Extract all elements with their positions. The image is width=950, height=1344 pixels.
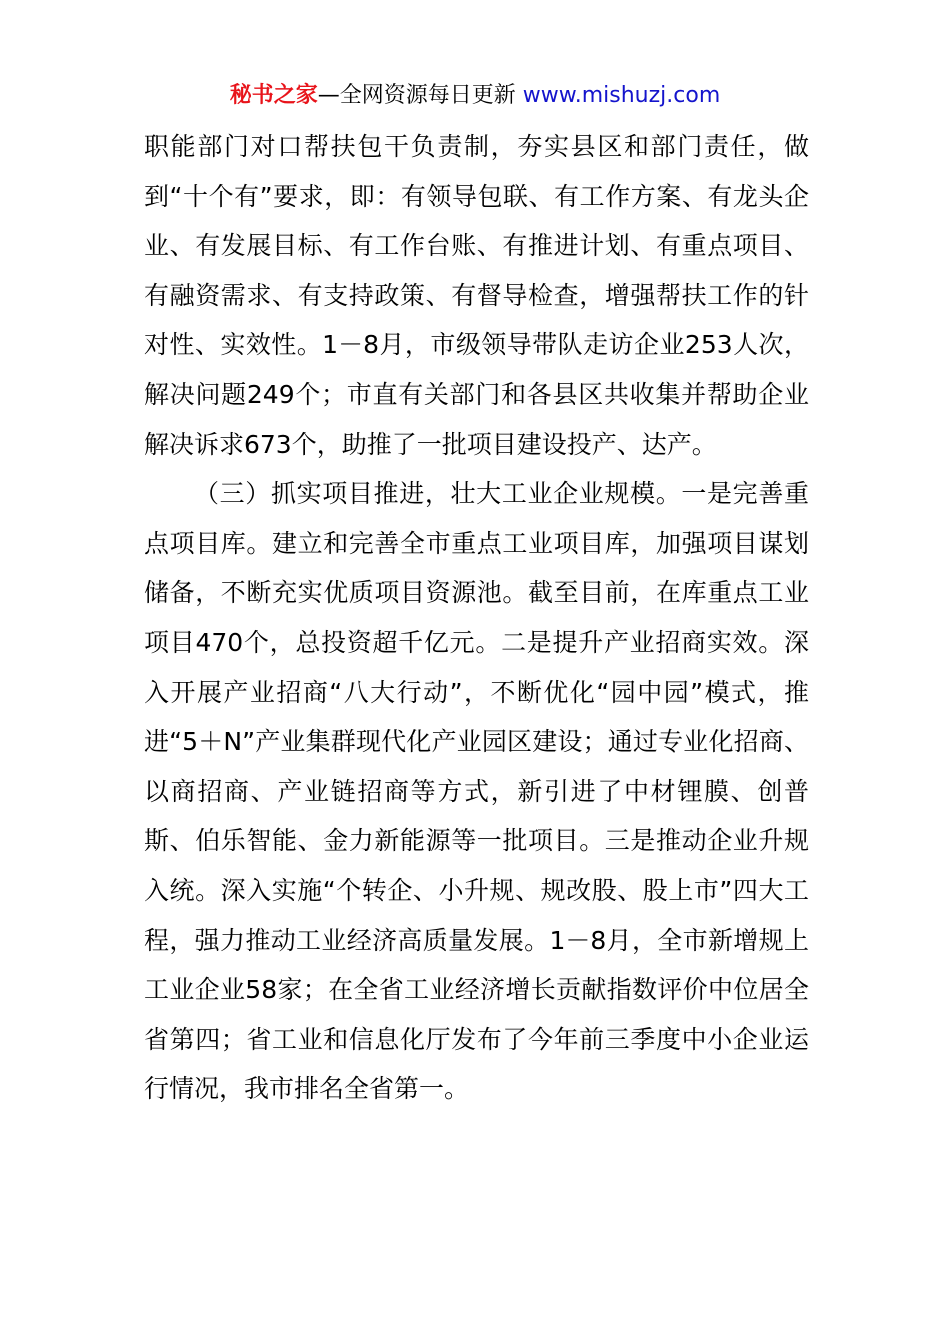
header-tagline: —全网资源每日更新: [317, 83, 523, 108]
paragraph-project-promotion: （三）抓实项目推进，壮大工业企业规模。一是完善重点项目库。建立和完善全市重点工业项目库，加强项目谋划储备，不断充实优质项目资源池。截至目前，在库重点工业项目470个，总投资超千亿元。二是提升产业招商实效。深入开展产业招商“八大行动”，不断优化“园中园”模式，推进“5＋N”产业集群现代化产业园区建设；通过专业化招商、以商招商、产业链招商等方式，新引进了中材锂膜、创普斯、伯乐智能、金力新能源等一批项目。三是推动企业升规入统。深入实施“个转企、小升规、规改股、股上市”四大工程，强力推动工业经济高质量发展。1－8月，全市新增规上工业企业58家；在全省工业经济增长贡献指数评价中位居全省第四；省工业和信息化厅发布了今年前三季度中小企业运行情况，我市排名全省第一。: [144, 479, 809, 1104]
document-body: [144, 122, 809, 1114]
site-header: [0, 80, 950, 112]
paragraph-continuation: 职能部门对口帮扶包干负责制，夯实县区和部门责任，做到“十个有”要求，即：有领导包联、有工作方案、有龙头企业、有发展目标、有工作台账、有推进计划、有重点项目、有融资需求、有支持政策、有督导检查，增强帮扶工作的针对性、实效性。1－8月，市级领导带队走访企业253人次，解决问题249个；市直有关部门和各县区共收集并帮助企业解决诉求673个，助推了一批项目建设投产、达产。: [144, 132, 809, 459]
site-url-link[interactable]: www.mishuzj.com: [522, 83, 721, 108]
brand-name: 秘书之家: [229, 83, 318, 108]
